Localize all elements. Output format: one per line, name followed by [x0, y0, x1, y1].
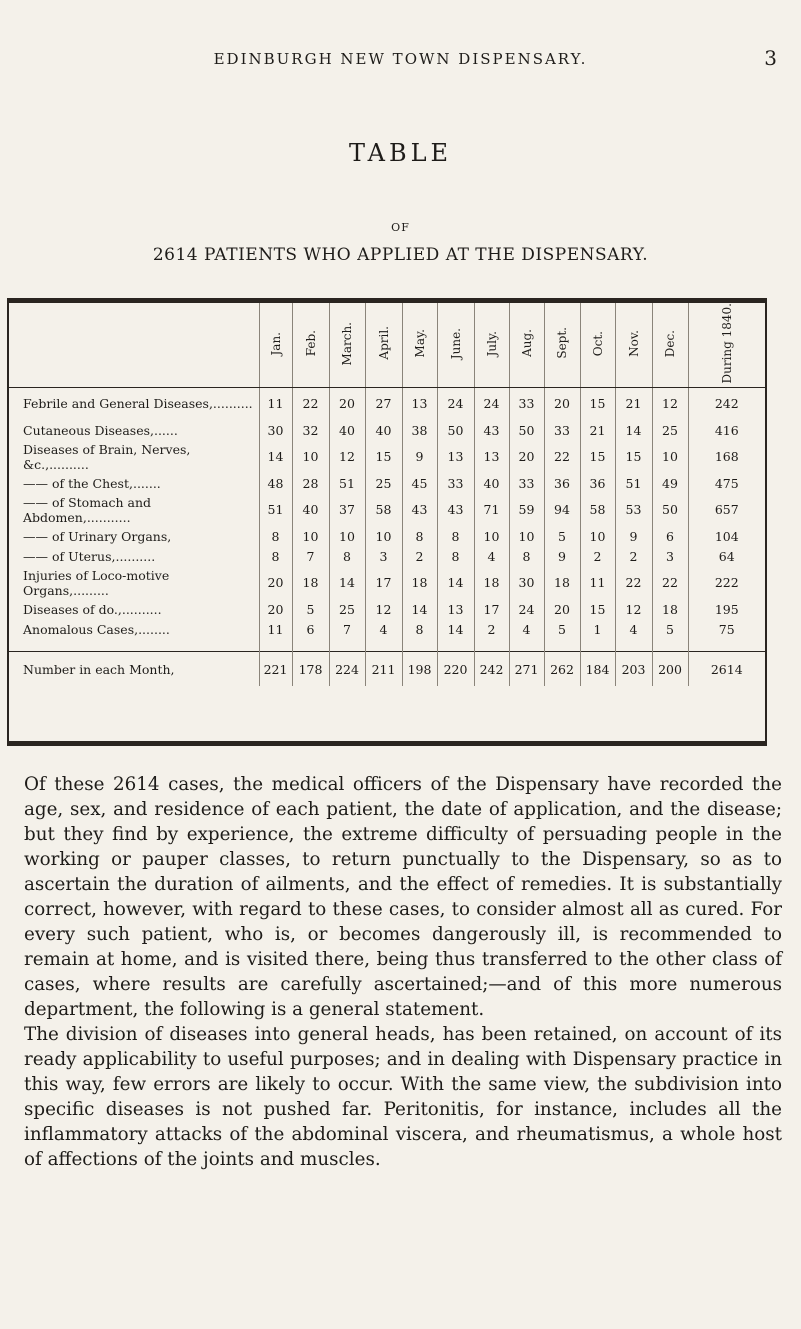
table-cell: 168 — [688, 440, 765, 473]
table-cell: 12 — [329, 440, 365, 473]
table-cell: 14 — [615, 420, 652, 440]
table-cell: 40 — [292, 493, 329, 526]
table-cell: 9 — [615, 526, 652, 546]
total-cell: 200 — [652, 652, 688, 687]
header-cell — [292, 303, 329, 387]
total-cell: 2614 — [688, 652, 765, 687]
table-cell: 21 — [615, 387, 652, 420]
table-cell: 3 — [652, 546, 688, 566]
total-cell: 262 — [544, 652, 580, 687]
table-cell: 10 — [329, 526, 365, 546]
table-cell: 10 — [474, 526, 509, 546]
table-cell: 43 — [402, 493, 437, 526]
table-cell: 475 — [688, 473, 765, 493]
total-cell: 224 — [329, 652, 365, 687]
table-row — [9, 493, 765, 526]
table-cell: 5 — [544, 526, 580, 546]
row-label: Diseases of Brain, Nerves, &c.,.......... — [23, 441, 191, 472]
table-cell: 13 — [437, 599, 474, 619]
row-label: Diseases of do.,.......... — [23, 601, 162, 617]
table-cell: 40 — [329, 420, 365, 440]
table-cell: 12 — [652, 387, 688, 420]
table-cell: 17 — [474, 599, 509, 619]
total-cell: 271 — [509, 652, 544, 687]
spacer-cell — [402, 639, 437, 652]
table-cell: 657 — [688, 493, 765, 526]
table-cell: 51 — [615, 473, 652, 493]
row-label: Injuries of Loco-motive Organs,......... — [23, 567, 170, 598]
table-cell: 22 — [544, 440, 580, 473]
spacer-cell — [9, 639, 259, 652]
header-cell — [580, 303, 615, 387]
table-cell: 30 — [509, 566, 544, 599]
table-cell: 37 — [329, 493, 365, 526]
table-cell: 10 — [365, 526, 402, 546]
table-cell: 8 — [329, 546, 365, 566]
header-cell — [437, 303, 474, 387]
spacer-cell — [652, 639, 688, 652]
table-cell: 18 — [402, 566, 437, 599]
table-cell: 50 — [437, 420, 474, 440]
header-label: June. — [448, 327, 463, 359]
header-cell — [402, 303, 437, 387]
spacer-cell — [365, 639, 402, 652]
table-cell: 9 — [402, 440, 437, 473]
table-cell: 24 — [437, 387, 474, 420]
header-label: Feb. — [303, 330, 318, 357]
page-title: TABLE — [348, 139, 453, 167]
header-cell — [544, 303, 580, 387]
total-cell: 198 — [402, 652, 437, 687]
table-cell: 18 — [292, 566, 329, 599]
header-label: April. — [376, 326, 391, 361]
header-label: During 1840. — [719, 303, 734, 384]
row-label: —— of Urinary Organs, — [23, 528, 172, 544]
spacer-cell — [437, 639, 474, 652]
table-cell: 12 — [365, 599, 402, 619]
table-cell: 1 — [580, 619, 615, 639]
spacer-cell — [580, 639, 615, 652]
table-row — [9, 599, 765, 619]
table-cell: 104 — [688, 526, 765, 546]
table-cell: 10 — [652, 440, 688, 473]
table-cell: 15 — [615, 440, 652, 473]
header-cell — [365, 303, 402, 387]
row-label: —— of the Chest,....... — [23, 475, 161, 491]
table-cell: 13 — [474, 440, 509, 473]
row-label: Anomalous Cases,........ — [23, 621, 170, 637]
table-cell: 8 — [259, 526, 292, 546]
table-cell: 2 — [615, 546, 652, 566]
table-cell: 5 — [544, 619, 580, 639]
table-cell: 10 — [292, 440, 329, 473]
table-cell: 30 — [259, 420, 292, 440]
table-cell: 51 — [259, 493, 292, 526]
table-row — [9, 566, 765, 599]
table-cell: 15 — [580, 387, 615, 420]
header-cell — [259, 303, 292, 387]
header-label: May. — [412, 329, 427, 358]
table-cell: 11 — [580, 566, 615, 599]
table-row — [9, 546, 765, 566]
table-cell: 3 — [365, 546, 402, 566]
table-cell: 20 — [259, 566, 292, 599]
spacer-cell — [259, 639, 292, 652]
table-row — [9, 473, 765, 493]
row-label: —— of Uterus,.......... — [23, 548, 156, 564]
table-cell: 51 — [329, 473, 365, 493]
header-cell — [329, 303, 365, 387]
spacer-cell — [474, 639, 509, 652]
table-cell: 94 — [544, 493, 580, 526]
table-cell: 8 — [402, 619, 437, 639]
body-text — [24, 772, 782, 1172]
table-cell: 32 — [292, 420, 329, 440]
total-row — [9, 652, 765, 687]
row-label: Cutaneous Diseases,...... — [23, 422, 178, 438]
table-cell: 6 — [292, 619, 329, 639]
table-cell: 18 — [474, 566, 509, 599]
row-label: —— of Stomach and Abdomen,........... — [23, 494, 152, 525]
table-cell: 14 — [437, 619, 474, 639]
table-cell: 53 — [615, 493, 652, 526]
table-cell: 13 — [402, 387, 437, 420]
table-cell: 8 — [437, 546, 474, 566]
table-cell: 33 — [544, 420, 580, 440]
table-cell: 10 — [509, 526, 544, 546]
table-cell: 18 — [652, 599, 688, 619]
table-cell: 4 — [615, 619, 652, 639]
total-cell: 242 — [474, 652, 509, 687]
table-cell: 14 — [402, 599, 437, 619]
page-subtitle: 2614 PATIENTS WHO APPLIED AT THE DISPENSARY. — [152, 245, 649, 265]
table-row — [9, 420, 765, 440]
table-cell: 242 — [688, 387, 765, 420]
header-label: July. — [484, 330, 499, 356]
spacer-cell — [544, 639, 580, 652]
table-cell: 48 — [259, 473, 292, 493]
table-cell: 5 — [292, 599, 329, 619]
spacer-cell — [615, 639, 652, 652]
running-head: EDINBURGH NEW TOWN DISPENSARY. — [213, 50, 588, 68]
table-cell: 8 — [509, 546, 544, 566]
header-cell — [652, 303, 688, 387]
header-cell — [688, 303, 765, 387]
header-corner — [9, 303, 259, 387]
header-label: Nov. — [626, 329, 641, 357]
table-cell: 7 — [292, 546, 329, 566]
spacer-cell — [329, 639, 365, 652]
header-label: Jan. — [268, 331, 283, 356]
table-cell: 11 — [259, 387, 292, 420]
table-cell: 4 — [365, 619, 402, 639]
table-cell: 43 — [437, 493, 474, 526]
header-label: Oct. — [590, 330, 605, 356]
table-cell: 17 — [365, 566, 402, 599]
table-cell: 33 — [509, 473, 544, 493]
table-cell: 10 — [580, 526, 615, 546]
header-cell — [615, 303, 652, 387]
table-cell: 20 — [329, 387, 365, 420]
total-cell: 211 — [365, 652, 402, 687]
table-body — [9, 387, 765, 686]
table-cell: 22 — [615, 566, 652, 599]
table-cell: 71 — [474, 493, 509, 526]
table-cell: 43 — [474, 420, 509, 440]
table-cell: 36 — [580, 473, 615, 493]
table-cell: 49 — [652, 473, 688, 493]
table-row — [9, 387, 765, 420]
header-cell — [509, 303, 544, 387]
table-cell: 8 — [259, 546, 292, 566]
table-cell: 12 — [615, 599, 652, 619]
table-cell: 22 — [292, 387, 329, 420]
table-cell: 28 — [292, 473, 329, 493]
table-cell: 75 — [688, 619, 765, 639]
table-cell: 24 — [474, 387, 509, 420]
table-cell: 222 — [688, 566, 765, 599]
table-cell: 21 — [580, 420, 615, 440]
table-cell: 5 — [652, 619, 688, 639]
spacer-cell — [688, 639, 765, 652]
paragraph: The division of diseases into general heads, has been retained, on account of its ready applicability to useful purposes; and in dealing with Dispensary practice in this way, few errors are likely to occur. With the same view, the subdivision into specific diseases is not pushed far. Peritonitis, for instance, includes all the inflammatory attacks of the abdominal viscera, and rheumatismus, a whole host of affections of the joints and muscles. — [24, 1024, 782, 1170]
table-cell: 25 — [652, 420, 688, 440]
row-label: Febrile and General Diseases,.......... — [23, 396, 253, 412]
spacer-cell — [292, 639, 329, 652]
total-cell: 220 — [437, 652, 474, 687]
table-cell: 15 — [365, 440, 402, 473]
header-label: March. — [340, 321, 354, 365]
header-label: Aug. — [519, 329, 534, 358]
table-cell: 416 — [688, 420, 765, 440]
table-cell: 195 — [688, 599, 765, 619]
table-cell: 20 — [544, 599, 580, 619]
table-cell: 8 — [402, 526, 437, 546]
table-row — [9, 440, 765, 473]
table-cell: 2 — [580, 546, 615, 566]
table-cell: 11 — [259, 619, 292, 639]
table-cell: 14 — [437, 566, 474, 599]
table-cell: 2 — [474, 619, 509, 639]
table-cell: 24 — [509, 599, 544, 619]
table-cell: 13 — [437, 440, 474, 473]
table-cell: 20 — [259, 599, 292, 619]
total-cell: 203 — [615, 652, 652, 687]
table-cell: 15 — [580, 440, 615, 473]
header-cell — [474, 303, 509, 387]
table-cell: 4 — [474, 546, 509, 566]
table-cell: 6 — [652, 526, 688, 546]
table-cell: 10 — [292, 526, 329, 546]
table-cell: 50 — [509, 420, 544, 440]
table-cell: 27 — [365, 387, 402, 420]
table-cell: 36 — [544, 473, 580, 493]
table-cell: 38 — [402, 420, 437, 440]
table-cell: 22 — [652, 566, 688, 599]
table-cell: 20 — [544, 387, 580, 420]
table-spacer-row — [9, 639, 765, 652]
table-cell: 18 — [544, 566, 580, 599]
total-cell: 221 — [259, 652, 292, 687]
table-cell: 45 — [402, 473, 437, 493]
total-cell: 184 — [580, 652, 615, 687]
table-cell: 33 — [437, 473, 474, 493]
header-row — [9, 303, 765, 387]
patients-table — [7, 298, 767, 746]
table-row — [9, 526, 765, 546]
total-label: Number in each Month, — [9, 652, 259, 687]
table-cell: 15 — [580, 599, 615, 619]
table-cell: 7 — [329, 619, 365, 639]
total-cell: 178 — [292, 652, 329, 687]
paragraph: Of these 2614 cases, the medical officers of the Dispensary have recorded the age, sex, and residence of each patient, the date of application, and the disease; but they find by experience, the extreme difficulty of persuading people in the working or pauper classes, to return punctually to the Dispensary, so as to ascertain the duration of ailments, and the effect of remedies. It is substantially correct, however, with regard to these cases, to consider almost all as cured. For every such patient, who is, or becomes dangerously ill, is recommended to remain at home, and is visited there, being thus transferred to the other class of cases, where results are carefully ascertained;—and of this more numerous department, the following is a general statement. — [24, 774, 782, 1020]
table-cell: 33 — [509, 387, 544, 420]
table-cell: 58 — [580, 493, 615, 526]
table-cell: 64 — [688, 546, 765, 566]
table-cell: 50 — [652, 493, 688, 526]
table-row — [9, 619, 765, 639]
table-cell: 14 — [259, 440, 292, 473]
table-cell: 58 — [365, 493, 402, 526]
table-cell: 9 — [544, 546, 580, 566]
table-cell: 25 — [365, 473, 402, 493]
title-connector: OF — [391, 221, 410, 234]
table-cell: 14 — [329, 566, 365, 599]
table-cell: 4 — [509, 619, 544, 639]
table-cell: 2 — [402, 546, 437, 566]
table-cell: 40 — [474, 473, 509, 493]
header-label: Dec. — [663, 329, 677, 357]
spacer-cell — [509, 639, 544, 652]
table-cell: 40 — [365, 420, 402, 440]
table-cell: 20 — [509, 440, 544, 473]
table-cell: 59 — [509, 493, 544, 526]
page-number: 3 — [764, 46, 777, 70]
table-cell: 8 — [437, 526, 474, 546]
table-cell: 25 — [329, 599, 365, 619]
header-label: Sept. — [555, 327, 569, 360]
